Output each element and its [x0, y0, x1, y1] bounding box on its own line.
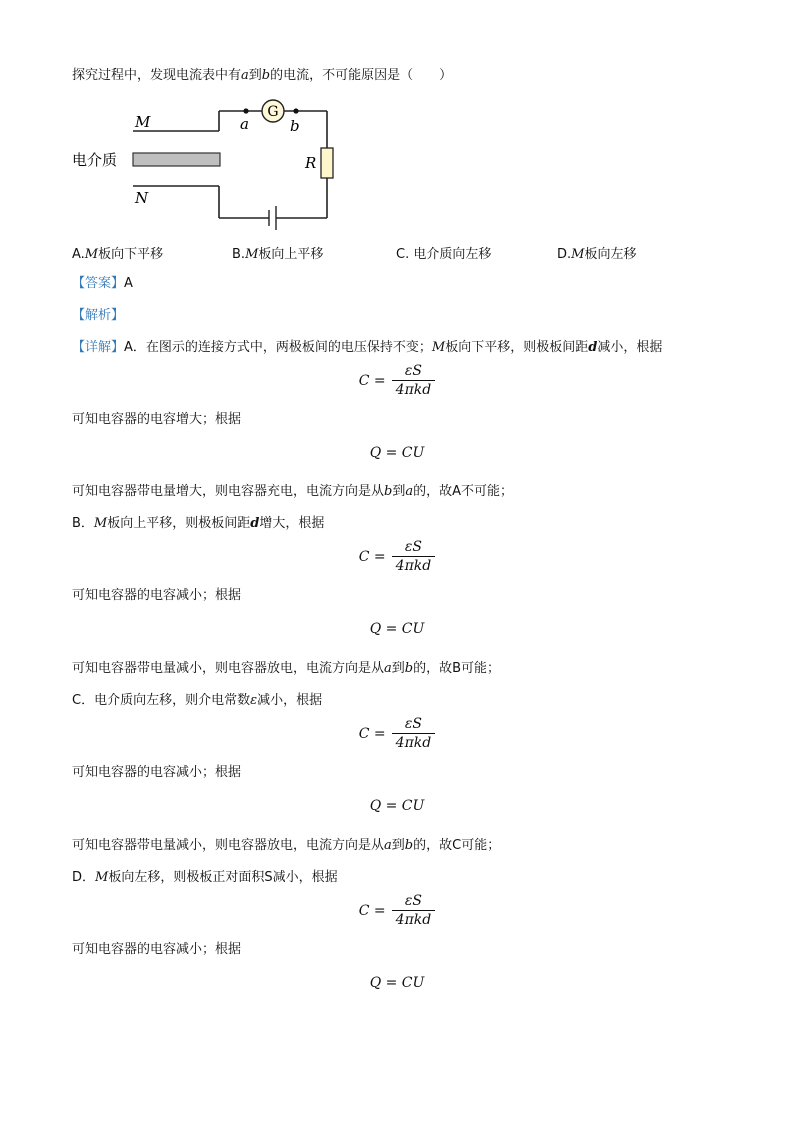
label-R: R: [305, 154, 317, 172]
formula-charge-3: Q = CU: [369, 798, 425, 814]
formula-capacitance-2: C = $\frac{\varepsilon S}{\text{4πkd}}$: [0, 538, 794, 575]
label-dielectric: 电介质: [72, 151, 118, 169]
detail-line-3: 可知电容器带电量增大，则电容器充电，电流方向是从b到a的，故A不可能；: [72, 484, 514, 499]
detail-line-6: 可知电容器带电量减小，则电容器放电，电流方向是从a到b的，故B可能；: [72, 661, 501, 676]
answer-line: 【答案】A: [72, 276, 133, 291]
label-a: a: [240, 115, 249, 133]
detail-line-10: D．M板向左移，则极板正对面积S减小，根据: [72, 870, 338, 885]
dielectric-slab: [133, 153, 220, 166]
label-N: N: [135, 189, 149, 207]
formula-capacitance-3: C = $\frac{\varepsilon S}{\text{4πkd}}$: [0, 715, 794, 752]
analysis-label: 【解析】: [72, 308, 125, 323]
formula-capacitance-1: C = $\frac{\varepsilon S}{\text{4πkd}}$: [0, 362, 794, 399]
detail-line-7: C．电介质向左移，则介电常数ε减小，根据: [72, 693, 323, 708]
formula-charge-1: Q = CU: [369, 445, 425, 461]
option-A: A.M板向下平移: [72, 247, 164, 262]
formula-capacitance-4: C = $\frac{\varepsilon S}{\text{4πkd}}$: [0, 892, 794, 929]
detail-line-11: 可知电容器的电容减小；根据: [72, 942, 242, 957]
terminal-b-dot: [293, 108, 298, 113]
formula-charge-4: Q = CU: [369, 975, 425, 991]
detail-line-4: B．M板向上平移，则极板间距d增大，根据: [72, 516, 325, 531]
option-B: B.M板向上平移: [232, 247, 324, 262]
detail-line-1: 【详解】A．在图示的连接方式中，两极板间的电压保持不变；M板向下平移，则极板间距d减小，根据: [72, 340, 663, 355]
option-C: C. 电介质向左移: [396, 247, 492, 262]
detail-line-5: 可知电容器的电容减小；根据: [72, 588, 242, 603]
detail-line-2: 可知电容器的电容增大；根据: [72, 412, 242, 427]
detail-line-8: 可知电容器的电容减小；根据: [72, 765, 242, 780]
label-M: M: [135, 113, 151, 131]
galvanometer-label: G: [267, 104, 279, 120]
formula-charge-2: Q = CU: [369, 621, 425, 637]
resistor-icon: [321, 148, 333, 178]
label-b: b: [290, 117, 300, 135]
question-stem: 探究过程中，发现电流表中有a到b的电流，不可能原因是（ ）: [72, 68, 453, 83]
terminal-a-dot: [243, 108, 248, 113]
circuit-diagram: [0, 90, 794, 330]
detail-line-9: 可知电容器带电量减小，则电容器放电，电流方向是从a到b的，故C可能；: [72, 838, 501, 853]
option-D: D.M板向左移: [557, 247, 637, 262]
